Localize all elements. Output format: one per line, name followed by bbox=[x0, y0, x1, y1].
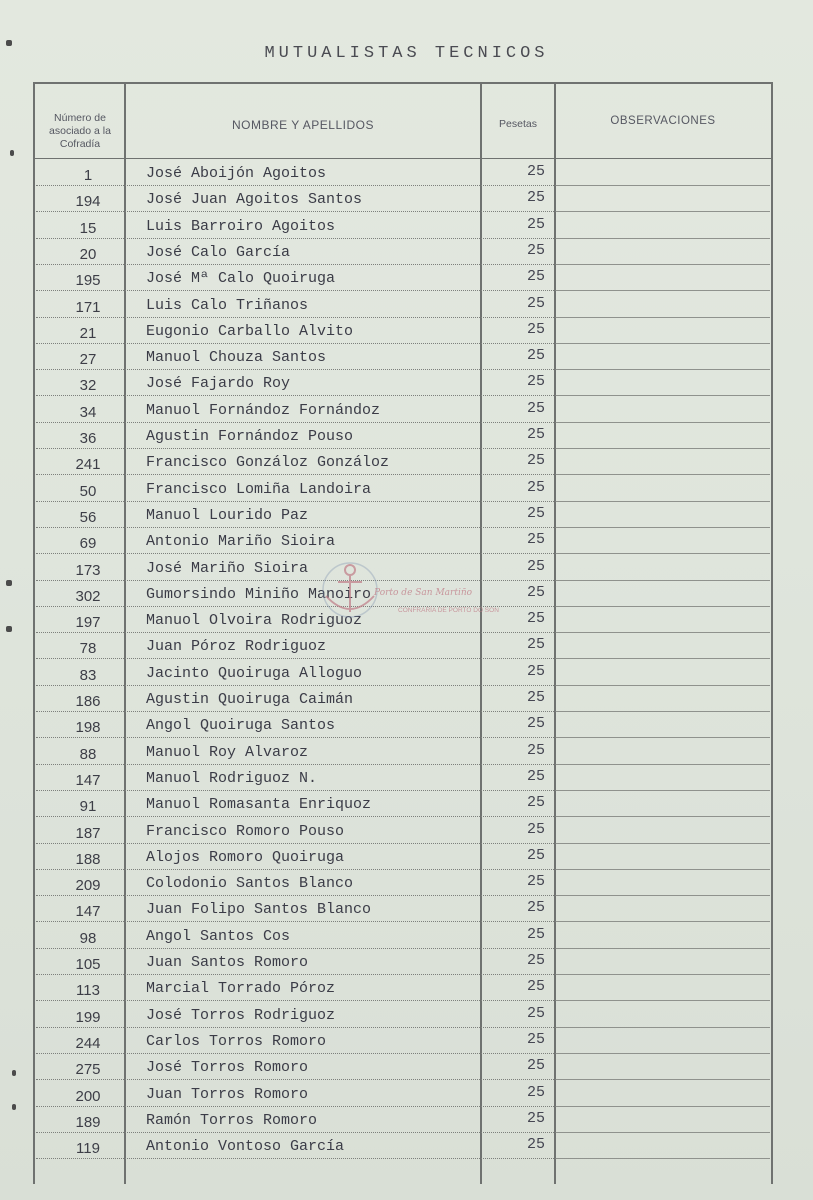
member-name: Manuol Roy Alvaroz bbox=[146, 743, 309, 761]
table-row bbox=[36, 1081, 770, 1107]
pesetas-amount: 25 bbox=[526, 846, 545, 864]
page-title: MUTUALISTAS TECNICOS bbox=[264, 44, 549, 63]
table-row bbox=[36, 239, 770, 265]
member-number: 119 bbox=[76, 1140, 100, 1158]
pesetas-amount: 25 bbox=[526, 1136, 545, 1154]
member-number: 187 bbox=[75, 824, 101, 842]
pesetas-amount: 25 bbox=[526, 215, 545, 233]
member-name: José Juan Agoitos Santos bbox=[146, 191, 363, 209]
header-observaciones: OBSERVACIONES bbox=[610, 115, 716, 127]
header-rule bbox=[33, 158, 773, 159]
member-name: Juan Torros Romoro bbox=[146, 1085, 309, 1103]
member-name: José Mariño Sioira bbox=[146, 559, 309, 577]
member-number: 78 bbox=[79, 640, 97, 658]
table-row bbox=[36, 502, 770, 528]
table-row bbox=[36, 292, 770, 318]
member-name: Colodonio Santos Blanco bbox=[146, 875, 354, 893]
member-number: 173 bbox=[75, 561, 101, 579]
member-number: 188 bbox=[75, 850, 101, 868]
table-row bbox=[36, 213, 770, 239]
pesetas-amount: 25 bbox=[526, 873, 545, 891]
member-name: José Aboijón Agoitos bbox=[146, 165, 327, 182]
table-row bbox=[36, 160, 770, 186]
pesetas-amount: 25 bbox=[526, 531, 545, 549]
pesetas-amount: 25 bbox=[526, 347, 545, 365]
pesetas-amount: 25 bbox=[526, 1004, 545, 1022]
pesetas-amount: 25 bbox=[526, 952, 545, 969]
table-row bbox=[36, 265, 770, 291]
member-number: 241 bbox=[75, 456, 101, 474]
member-name: Manuol Lourido Paz bbox=[146, 506, 309, 524]
pesetas-amount: 25 bbox=[526, 925, 545, 943]
table-row bbox=[36, 765, 770, 791]
pesetas-amount: 25 bbox=[526, 189, 545, 207]
member-number: 199 bbox=[75, 1008, 101, 1026]
pesetas-amount: 25 bbox=[526, 294, 545, 312]
member-number: 189 bbox=[75, 1113, 101, 1131]
member-name: Angol Santos Cos bbox=[146, 927, 291, 945]
member-number: 186 bbox=[75, 693, 101, 710]
table-border-left bbox=[33, 82, 35, 1184]
pesetas-amount: 25 bbox=[526, 373, 545, 391]
member-number: 56 bbox=[79, 508, 97, 526]
pesetas-amount: 25 bbox=[526, 320, 545, 338]
member-number: 98 bbox=[79, 929, 97, 947]
member-number: 275 bbox=[75, 1061, 101, 1079]
observaciones-cell bbox=[556, 1158, 770, 1159]
pesetas-amount: 25 bbox=[526, 610, 545, 628]
pesetas-amount: 25 bbox=[526, 504, 545, 522]
member-number: 20 bbox=[79, 245, 97, 263]
member-number: 195 bbox=[75, 272, 101, 290]
member-number: 171 bbox=[75, 298, 101, 316]
member-name: Juan Santos Romoro bbox=[146, 954, 309, 971]
member-number: 21 bbox=[79, 324, 97, 342]
pesetas-amount: 25 bbox=[526, 557, 545, 575]
member-number: 36 bbox=[79, 430, 97, 447]
table-row bbox=[36, 818, 770, 844]
table-border-right bbox=[771, 82, 773, 1184]
member-name: Gumorsindo Miniño Manoiro bbox=[146, 585, 372, 603]
header-number: Número de asociado a la Cofradía bbox=[49, 112, 111, 150]
member-name: Angol Quoiruga Santos bbox=[146, 717, 336, 735]
pesetas-amount: 25 bbox=[526, 478, 545, 496]
pesetas-amount: 25 bbox=[526, 399, 545, 417]
table-row bbox=[36, 686, 770, 712]
member-name: Alojos Romoro Quoiruga bbox=[146, 848, 345, 866]
pesetas-amount: 25 bbox=[526, 715, 545, 733]
member-name: José Torros Romoro bbox=[146, 1059, 309, 1077]
member-name: Antonio Mariño Sioira bbox=[146, 533, 336, 551]
table-row bbox=[36, 1107, 770, 1133]
punch-mark bbox=[10, 150, 14, 156]
pesetas-amount: 25 bbox=[526, 452, 545, 470]
member-number: 88 bbox=[79, 745, 97, 763]
table-row bbox=[36, 449, 770, 475]
table-row bbox=[36, 923, 770, 949]
pesetas-amount: 25 bbox=[526, 1030, 545, 1048]
member-number: 147 bbox=[75, 771, 101, 789]
member-name: Francisco Romoro Pouso bbox=[146, 822, 345, 840]
punch-mark bbox=[6, 580, 12, 586]
member-name: Luis Barroiro Agoitos bbox=[146, 217, 336, 235]
table-row bbox=[36, 739, 770, 765]
member-number: 32 bbox=[79, 377, 97, 395]
member-name: Manuol Rodriguoz N. bbox=[146, 769, 318, 787]
table-row bbox=[36, 660, 770, 686]
member-name: Marcial Torrado Póroz bbox=[146, 980, 336, 998]
punch-mark bbox=[6, 40, 12, 46]
member-number: 302 bbox=[75, 587, 101, 605]
member-name: Ramón Torros Romoro bbox=[146, 1111, 318, 1129]
member-name: Manuol Olvoira Rodriguoz bbox=[146, 612, 363, 630]
punch-mark bbox=[12, 1104, 16, 1110]
pesetas-amount: 25 bbox=[526, 899, 545, 917]
stamp-subtext: CONFRARÍA DE PORTO DO SON bbox=[398, 607, 499, 614]
member-name: Manuol Chouza Santos bbox=[146, 349, 327, 367]
pesetas-amount: 25 bbox=[526, 689, 545, 706]
member-name: Luis Calo Triñanos bbox=[146, 296, 309, 314]
member-number: 1 bbox=[83, 167, 93, 184]
member-number: 15 bbox=[79, 219, 97, 237]
member-number: 198 bbox=[75, 719, 101, 737]
member-number: 91 bbox=[79, 798, 97, 816]
pesetas-amount: 25 bbox=[526, 241, 545, 259]
member-number: 69 bbox=[79, 535, 97, 553]
member-number: 194 bbox=[75, 193, 101, 211]
member-number: 200 bbox=[75, 1087, 101, 1105]
pesetas-amount: 25 bbox=[526, 426, 545, 443]
table-row bbox=[36, 1028, 770, 1054]
member-name: Juan Póroz Rodriguoz bbox=[146, 638, 327, 656]
pesetas-amount: 25 bbox=[526, 268, 545, 286]
pesetas-amount: 25 bbox=[526, 1057, 545, 1075]
table-row bbox=[36, 633, 770, 659]
header-name: NOMBRE Y APELLIDOS bbox=[232, 118, 374, 132]
punch-mark bbox=[6, 626, 12, 632]
table-row bbox=[36, 1054, 770, 1080]
pesetas-amount: 25 bbox=[526, 163, 545, 180]
member-name: Francisco Lomiña Landoira bbox=[146, 480, 372, 498]
member-number: 209 bbox=[75, 877, 101, 895]
pesetas-amount: 25 bbox=[526, 583, 545, 601]
table-row bbox=[36, 318, 770, 344]
member-number: 197 bbox=[75, 614, 101, 632]
table-row bbox=[36, 476, 770, 502]
member-number: 50 bbox=[79, 482, 97, 500]
table-row bbox=[36, 844, 770, 870]
member-name: José Torros Rodriguoz bbox=[146, 1006, 336, 1024]
pesetas-amount: 25 bbox=[526, 767, 545, 785]
table-row bbox=[36, 344, 770, 370]
member-name: Juan Folipo Santos Blanco bbox=[146, 901, 372, 919]
member-name: Manuol Romasanta Enriquoz bbox=[146, 796, 372, 814]
member-name: Agustin Quoiruga Caimán bbox=[146, 691, 354, 708]
member-name: José Fajardo Roy bbox=[146, 375, 291, 393]
member-name: José Calo García bbox=[146, 243, 291, 261]
table-row bbox=[36, 528, 770, 554]
pesetas-amount: 25 bbox=[526, 978, 545, 996]
pesetas-amount: 25 bbox=[526, 1083, 545, 1101]
member-name: Francisco Gonzáloz Gonzáloz bbox=[146, 454, 390, 472]
table-row bbox=[36, 870, 770, 896]
table-row bbox=[36, 186, 770, 212]
header-pesetas: Pesetas bbox=[499, 118, 537, 130]
table-row bbox=[36, 1133, 770, 1159]
pesetas-amount: 25 bbox=[526, 820, 545, 838]
member-number: 113 bbox=[76, 982, 100, 1000]
table-row bbox=[36, 397, 770, 423]
table-row bbox=[36, 896, 770, 922]
member-name: Manuol Fornándoz Fornándoz bbox=[146, 401, 381, 419]
member-number: 34 bbox=[79, 403, 97, 421]
member-number: 147 bbox=[75, 903, 101, 921]
table-row bbox=[36, 975, 770, 1001]
pesetas-amount: 25 bbox=[526, 794, 545, 812]
member-number: 244 bbox=[75, 1034, 101, 1052]
table-row bbox=[36, 712, 770, 738]
member-name: Jacinto Quoiruga Alloguo bbox=[146, 664, 363, 682]
member-name: José Mª Calo Quoiruga bbox=[146, 270, 336, 288]
anchor-icon bbox=[326, 565, 374, 612]
pesetas-amount: 25 bbox=[526, 662, 545, 680]
member-name: Eugonio Carballo Alvito bbox=[146, 322, 354, 340]
member-number: 27 bbox=[79, 351, 97, 369]
member-name: Agustin Fornándoz Pouso bbox=[146, 428, 354, 445]
table-row bbox=[36, 423, 770, 449]
member-name: Antonio Vontoso García bbox=[146, 1138, 345, 1156]
pesetas-amount: 25 bbox=[526, 741, 545, 759]
table-row bbox=[36, 791, 770, 817]
member-name: Carlos Torros Romoro bbox=[146, 1032, 327, 1050]
pesetas-amount: 25 bbox=[526, 636, 545, 654]
table-row bbox=[36, 370, 770, 396]
member-number: 83 bbox=[79, 666, 97, 684]
member-number: 105 bbox=[75, 956, 101, 973]
punch-mark bbox=[12, 1070, 16, 1076]
pesetas-amount: 25 bbox=[526, 1109, 545, 1127]
table-row bbox=[36, 1002, 770, 1028]
stamp-text: Porto de San Martiño bbox=[374, 588, 473, 598]
table-row bbox=[36, 949, 770, 975]
